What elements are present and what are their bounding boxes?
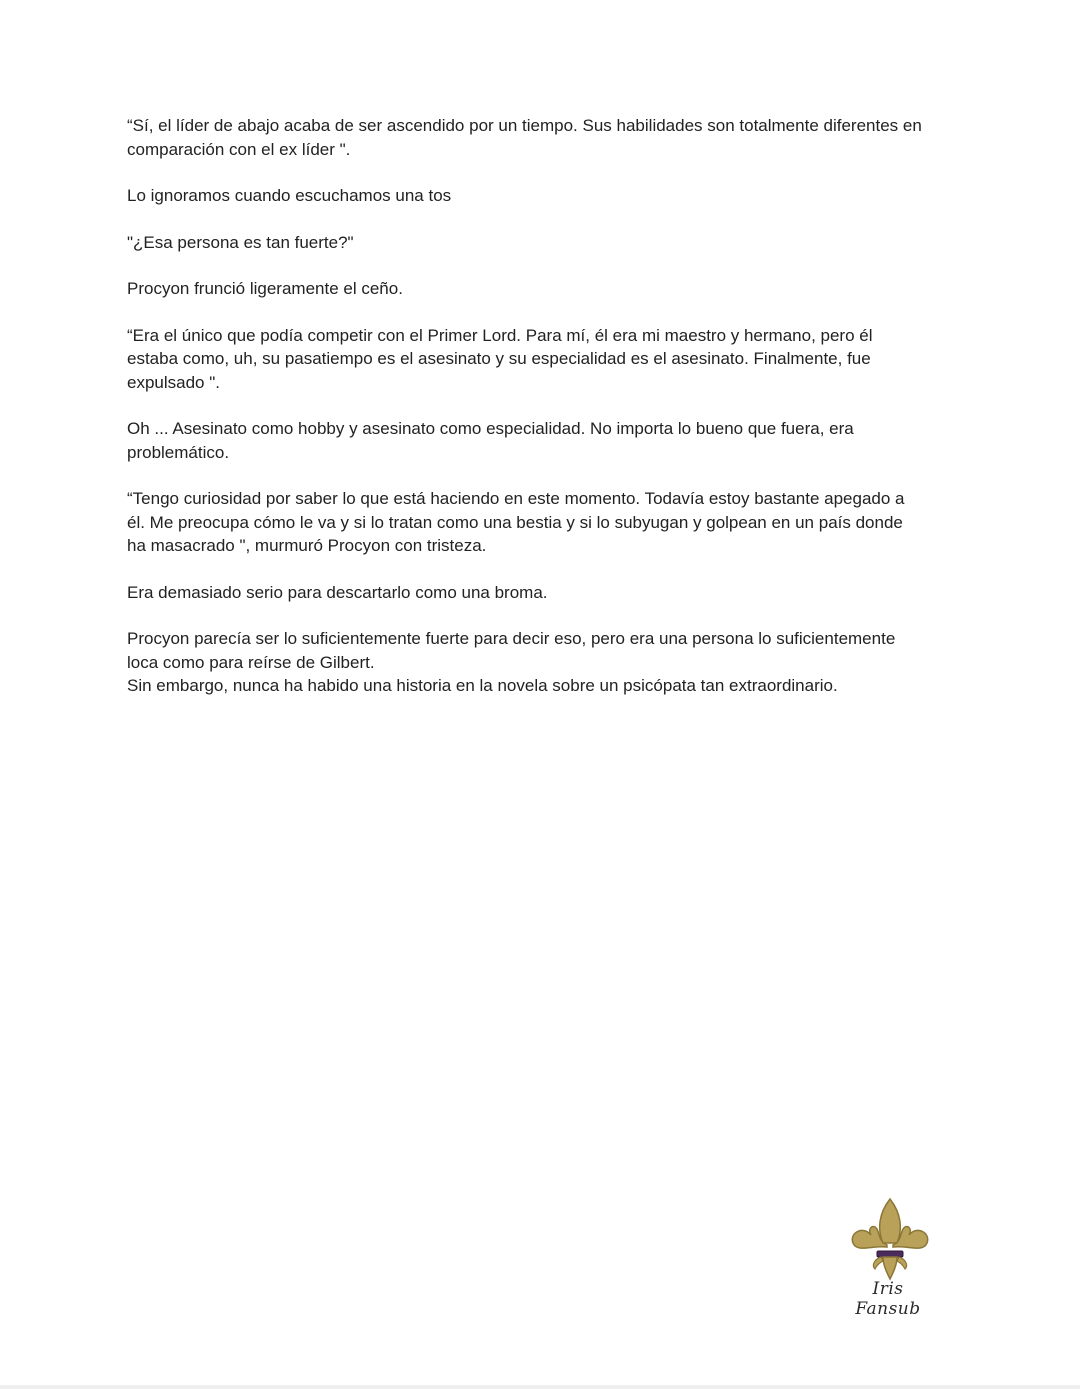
document-body	[127, 114, 957, 721]
paragraph	[127, 114, 957, 161]
paragraph	[127, 417, 957, 464]
text-line: Lo ignoramos cuando escuchamos una tos	[127, 186, 452, 205]
text-line: Procyon frunció ligeramente el ceño.	[127, 279, 403, 298]
paragraph	[127, 231, 957, 255]
text-line: Procyon parecía ser lo suficientemente fuerte para decir eso, pero era una persona lo suficientemente	[127, 629, 896, 648]
paragraph	[127, 277, 957, 301]
paragraph	[127, 581, 957, 605]
page-bottom-edge	[0, 1385, 1080, 1389]
text-line: “Sí, el líder de abajo acaba de ser ascendido por un tiempo. Sus habilidades son totalmente diferentes en	[127, 116, 922, 135]
iris-fansub-logo	[838, 1195, 948, 1319]
paragraph	[127, 324, 957, 395]
text-line: ha masacrado ", murmuró Procyon con tristeza.	[127, 536, 487, 555]
text-line: Sin embargo, nunca ha habido una historia en la novela sobre un psicópata tan extraordinario.	[127, 676, 838, 695]
text-line: "¿Esa persona es tan fuerte?"	[127, 232, 354, 252]
text-line: problemático.	[127, 442, 230, 462]
text-line: “Tengo curiosidad por saber lo que está haciendo en este momento. Todavía estoy bastante apegado a	[127, 489, 905, 508]
text-line: “Era el único que podía competir con el Primer Lord. Para mí, él era mi maestro y hermano, pero él	[127, 325, 873, 345]
text-line: Era demasiado serio para descartarlo como una broma.	[127, 582, 548, 602]
text-line: estaba como, uh, su pasatiempo es el asesinato y su especialidad es el asesinato. Finalmente, fue	[127, 349, 871, 368]
fleur-de-lis-icon	[843, 1195, 937, 1281]
text-line: loca como para reírse de Gilbert.	[127, 652, 375, 672]
paragraph	[127, 627, 957, 698]
text-line: comparación con el ex líder ".	[127, 139, 351, 159]
text-line: él. Me preocupa cómo le va y si lo tratan como una bestia y si lo subyugan y golpean en un país donde	[127, 512, 903, 532]
text-line: expulsado ".	[127, 372, 220, 392]
paragraph	[127, 487, 957, 558]
logo-text: Iris Fansub	[855, 1279, 921, 1319]
paragraph	[127, 184, 957, 208]
text-line: Oh ... Asesinato como hobby y asesinato como especialidad. No importa lo bueno que fuera, era	[127, 419, 854, 438]
